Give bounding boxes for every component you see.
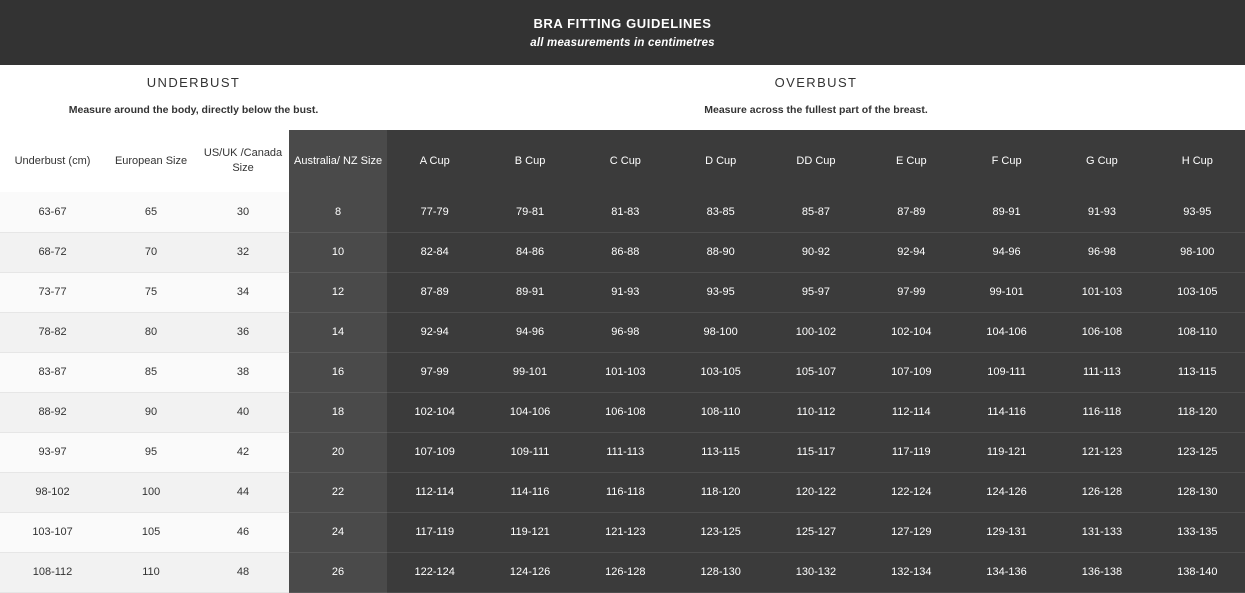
cell-european: 75: [105, 272, 197, 312]
cell-cup-b: 89-91: [482, 272, 577, 312]
header-cup-c: C Cup: [578, 130, 673, 192]
header-us: US/UK /Canada Size: [197, 130, 289, 192]
table-body: [0, 192, 1245, 592]
table-row: [0, 512, 1245, 552]
cell-cup-c: 86-88: [578, 232, 673, 272]
header-cup-h: H Cup: [1150, 130, 1245, 192]
section-overbust-title: OVERBUST: [774, 75, 858, 90]
cell-cup-f: 89-91: [959, 192, 1054, 232]
header-row: [0, 130, 1245, 192]
cell-cup-f: 119-121: [959, 432, 1054, 472]
cell-cup-g: 106-108: [1054, 312, 1149, 352]
cell-cup-a: 87-89: [387, 272, 482, 312]
cell-cup-b: 119-121: [482, 512, 577, 552]
cell-european: 85: [105, 352, 197, 392]
cell-cup-c: 96-98: [578, 312, 673, 352]
header-cup-dd: DD Cup: [768, 130, 863, 192]
table-row: [0, 312, 1245, 352]
cell-cup-a: 122-124: [387, 552, 482, 592]
cell-au: 8: [289, 192, 387, 232]
cell-cup-h: 138-140: [1150, 552, 1245, 592]
cell-cup-h: 108-110: [1150, 312, 1245, 352]
cell-cup-dd: 110-112: [768, 392, 863, 432]
header-cup-d: D Cup: [673, 130, 768, 192]
cell-cup-d: 98-100: [673, 312, 768, 352]
cell-european: 100: [105, 472, 197, 512]
cell-cup-c: 121-123: [578, 512, 673, 552]
section-underbust-note: Measure around the body, directly below the bust.: [68, 104, 319, 116]
cell-cup-g: 131-133: [1054, 512, 1149, 552]
cell-cup-d: 128-130: [673, 552, 768, 592]
cell-european: 90: [105, 392, 197, 432]
section-overbust-note: Measure across the fullest part of the breast.: [704, 104, 928, 116]
cell-au: 12: [289, 272, 387, 312]
cell-underbust: 108-112: [0, 552, 105, 592]
header-cup-g: G Cup: [1054, 130, 1149, 192]
cell-cup-e: 132-134: [864, 552, 959, 592]
cell-cup-b: 99-101: [482, 352, 577, 392]
table-row: [0, 232, 1245, 272]
header-european: European Size: [105, 130, 197, 192]
table-header: [0, 130, 1245, 192]
cell-cup-a: 82-84: [387, 232, 482, 272]
cell-cup-a: 117-119: [387, 512, 482, 552]
table-row: [0, 352, 1245, 392]
cell-cup-h: 128-130: [1150, 472, 1245, 512]
cell-underbust: 68-72: [0, 232, 105, 272]
cell-underbust: 63-67: [0, 192, 105, 232]
cell-au: 24: [289, 512, 387, 552]
table-row: [0, 432, 1245, 472]
cell-cup-f: 94-96: [959, 232, 1054, 272]
cell-cup-e: 97-99: [864, 272, 959, 312]
cell-cup-h: 93-95: [1150, 192, 1245, 232]
page-subtitle: all measurements in centimetres: [530, 37, 715, 49]
cell-cup-g: 121-123: [1054, 432, 1149, 472]
cell-cup-f: 109-111: [959, 352, 1054, 392]
cell-cup-a: 97-99: [387, 352, 482, 392]
cell-underbust: 88-92: [0, 392, 105, 432]
cell-european: 70: [105, 232, 197, 272]
cell-cup-f: 99-101: [959, 272, 1054, 312]
cell-cup-dd: 90-92: [768, 232, 863, 272]
chart-title-bar: [0, 0, 1245, 65]
cell-us: 38: [197, 352, 289, 392]
header-cup-a: A Cup: [387, 130, 482, 192]
cell-us: 36: [197, 312, 289, 352]
cell-cup-e: 122-124: [864, 472, 959, 512]
header-cup-e: E Cup: [864, 130, 959, 192]
cell-cup-f: 104-106: [959, 312, 1054, 352]
cell-underbust: 103-107: [0, 512, 105, 552]
cell-cup-e: 102-104: [864, 312, 959, 352]
cell-cup-h: 118-120: [1150, 392, 1245, 432]
table-row: [0, 472, 1245, 512]
cell-us: 48: [197, 552, 289, 592]
cell-au: 26: [289, 552, 387, 592]
cell-cup-d: 118-120: [673, 472, 768, 512]
section-headers: [0, 65, 1245, 130]
cell-us: 42: [197, 432, 289, 472]
cell-au: 14: [289, 312, 387, 352]
cell-cup-e: 112-114: [864, 392, 959, 432]
cell-cup-b: 84-86: [482, 232, 577, 272]
cell-cup-e: 92-94: [864, 232, 959, 272]
page-title: BRA FITTING GUIDELINES: [533, 16, 712, 31]
section-overbust: [387, 65, 1245, 130]
cell-cup-d: 103-105: [673, 352, 768, 392]
cell-cup-e: 107-109: [864, 352, 959, 392]
cell-cup-g: 91-93: [1054, 192, 1149, 232]
cell-underbust: 83-87: [0, 352, 105, 392]
cell-cup-c: 101-103: [578, 352, 673, 392]
cell-cup-b: 79-81: [482, 192, 577, 232]
cell-cup-f: 124-126: [959, 472, 1054, 512]
cell-cup-d: 113-115: [673, 432, 768, 472]
cell-cup-b: 114-116: [482, 472, 577, 512]
cell-cup-h: 123-125: [1150, 432, 1245, 472]
cell-cup-dd: 130-132: [768, 552, 863, 592]
cell-cup-b: 124-126: [482, 552, 577, 592]
table-row: [0, 192, 1245, 232]
cell-cup-d: 93-95: [673, 272, 768, 312]
cell-cup-g: 126-128: [1054, 472, 1149, 512]
cell-european: 80: [105, 312, 197, 352]
cell-cup-f: 129-131: [959, 512, 1054, 552]
cell-underbust: 73-77: [0, 272, 105, 312]
cell-cup-e: 87-89: [864, 192, 959, 232]
cell-us: 44: [197, 472, 289, 512]
cell-cup-b: 109-111: [482, 432, 577, 472]
cell-cup-h: 103-105: [1150, 272, 1245, 312]
cell-us: 46: [197, 512, 289, 552]
cell-cup-g: 116-118: [1054, 392, 1149, 432]
cell-cup-h: 133-135: [1150, 512, 1245, 552]
header-cup-f: F Cup: [959, 130, 1054, 192]
cell-cup-d: 108-110: [673, 392, 768, 432]
cell-cup-h: 98-100: [1150, 232, 1245, 272]
cell-us: 40: [197, 392, 289, 432]
cell-cup-a: 92-94: [387, 312, 482, 352]
cell-european: 65: [105, 192, 197, 232]
header-au: Australia/ NZ Size: [289, 130, 387, 192]
cell-cup-d: 123-125: [673, 512, 768, 552]
cell-us: 30: [197, 192, 289, 232]
cell-underbust: 78-82: [0, 312, 105, 352]
cell-cup-d: 83-85: [673, 192, 768, 232]
cell-cup-dd: 95-97: [768, 272, 863, 312]
cell-european: 95: [105, 432, 197, 472]
cell-cup-a: 102-104: [387, 392, 482, 432]
cell-cup-a: 112-114: [387, 472, 482, 512]
cell-cup-e: 127-129: [864, 512, 959, 552]
cell-cup-e: 117-119: [864, 432, 959, 472]
cell-cup-c: 81-83: [578, 192, 673, 232]
cell-cup-f: 114-116: [959, 392, 1054, 432]
cell-cup-a: 77-79: [387, 192, 482, 232]
cell-cup-b: 94-96: [482, 312, 577, 352]
cell-au: 20: [289, 432, 387, 472]
cell-cup-d: 88-90: [673, 232, 768, 272]
table-row: [0, 272, 1245, 312]
cell-au: 16: [289, 352, 387, 392]
cell-cup-c: 111-113: [578, 432, 673, 472]
cell-us: 32: [197, 232, 289, 272]
cell-cup-f: 134-136: [959, 552, 1054, 592]
cell-au: 18: [289, 392, 387, 432]
cell-cup-c: 126-128: [578, 552, 673, 592]
cell-cup-g: 96-98: [1054, 232, 1149, 272]
cell-cup-c: 91-93: [578, 272, 673, 312]
table-row: [0, 552, 1245, 592]
cell-cup-dd: 100-102: [768, 312, 863, 352]
section-underbust: [0, 65, 387, 130]
cell-cup-c: 116-118: [578, 472, 673, 512]
cell-cup-dd: 85-87: [768, 192, 863, 232]
cell-cup-dd: 105-107: [768, 352, 863, 392]
cell-au: 10: [289, 232, 387, 272]
header-cup-b: B Cup: [482, 130, 577, 192]
cell-european: 110: [105, 552, 197, 592]
cell-cup-b: 104-106: [482, 392, 577, 432]
size-table: [0, 130, 1245, 593]
cell-cup-g: 101-103: [1054, 272, 1149, 312]
cell-au: 22: [289, 472, 387, 512]
cell-european: 105: [105, 512, 197, 552]
cell-cup-dd: 115-117: [768, 432, 863, 472]
cell-underbust: 93-97: [0, 432, 105, 472]
cell-cup-h: 113-115: [1150, 352, 1245, 392]
table-row: [0, 392, 1245, 432]
header-underbust: Underbust (cm): [0, 130, 105, 192]
cell-cup-g: 111-113: [1054, 352, 1149, 392]
cell-us: 34: [197, 272, 289, 312]
section-underbust-title: UNDERBUST: [146, 75, 241, 90]
cell-cup-c: 106-108: [578, 392, 673, 432]
cell-underbust: 98-102: [0, 472, 105, 512]
cell-cup-dd: 120-122: [768, 472, 863, 512]
cell-cup-g: 136-138: [1054, 552, 1149, 592]
cell-cup-dd: 125-127: [768, 512, 863, 552]
cell-cup-a: 107-109: [387, 432, 482, 472]
